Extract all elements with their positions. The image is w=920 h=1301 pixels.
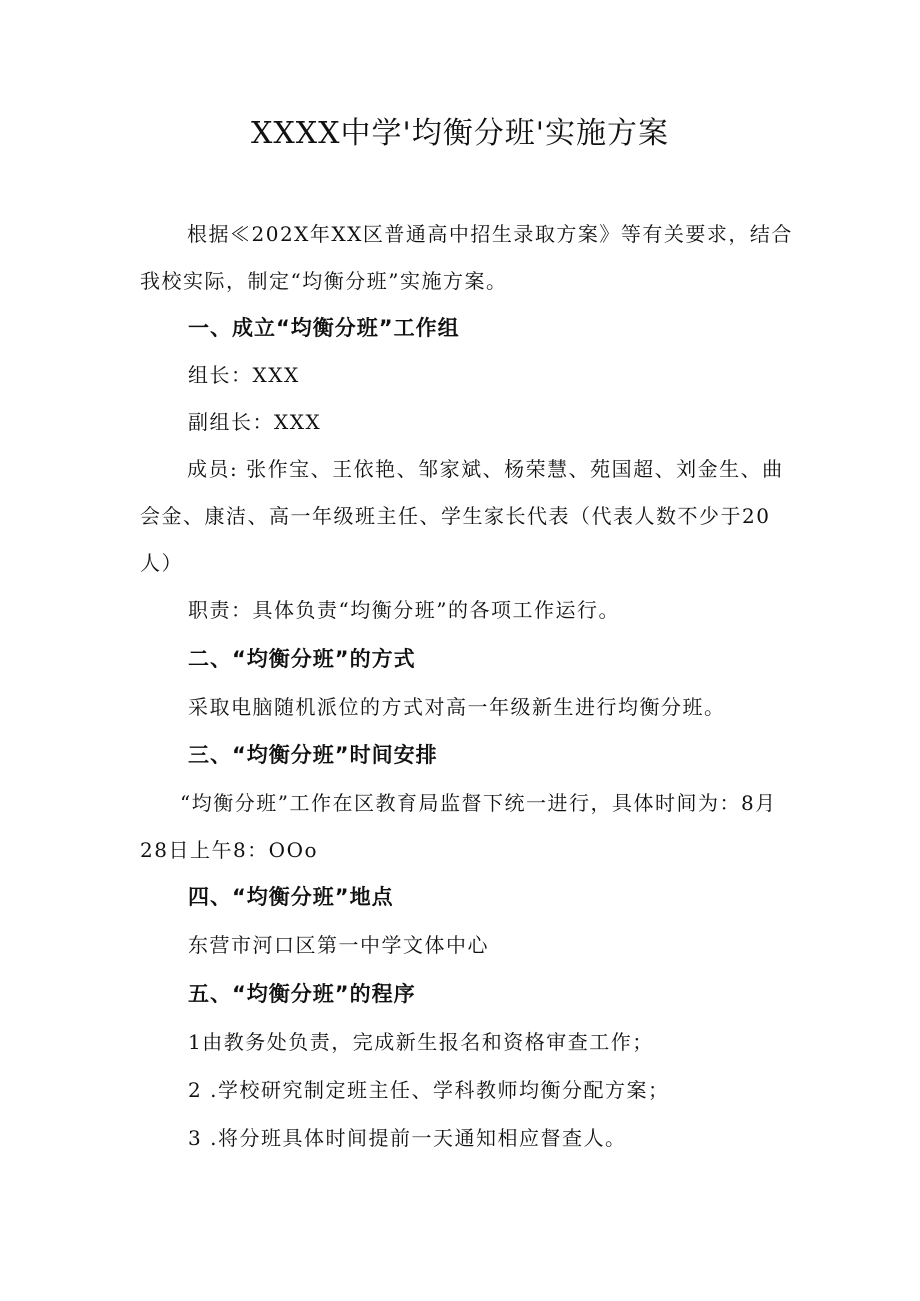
section-1-heading: 一、成立“均衡分班”工作组 bbox=[188, 316, 460, 340]
section-4-text: 东营市河口区第一中学文体中心 bbox=[188, 933, 489, 957]
step-1: 1由教务处负责，完成新生报名和资格审查工作； bbox=[188, 1030, 654, 1054]
step-2: 2 .学校研究制定班主任、学科教师均衡分配方案； bbox=[188, 1078, 670, 1102]
duty-line: 职责：具体负责“均衡分班”的各项工作运行。 bbox=[188, 598, 620, 622]
vice-leader-line: 副组长：XXX bbox=[188, 410, 322, 434]
step-3: 3 .将分班具体时间提前一天通知相应督查人。 bbox=[188, 1126, 627, 1150]
section-3-text: “均衡分班”工作在区教育局监督下统一进行，具体时间为：8月28日上午8：OOo bbox=[140, 791, 777, 862]
section-2-heading: 二、“均衡分班”的方式 bbox=[188, 647, 416, 671]
section-3-heading: 三、“均衡分班”时间安排 bbox=[188, 743, 438, 767]
section-4-heading: 四、“均衡分班”地点 bbox=[188, 885, 394, 909]
section-5-heading: 五、“均衡分班”的程序 bbox=[188, 982, 416, 1006]
intro-paragraph: 根据≪202X年XX区普通高中招生录取方案》等有关要求，结合我校实际，制定“均衡分班”实施方案。 bbox=[140, 222, 793, 293]
section-2-text: 采取电脑随机派位的方式对高一年级新生进行均衡分班。 bbox=[188, 695, 726, 719]
leader-line: 组长：XXX bbox=[188, 363, 300, 387]
members-paragraph: 成员: 张作宝、王依艳、邹家斌、杨荣慧、苑国超、刘金生、曲会金、康洁、高一年级班主任、学生家长代表（代表人数不少于20人） bbox=[140, 457, 784, 575]
page-title: XXXX中学'均衡分班'实施方案 bbox=[251, 116, 669, 151]
